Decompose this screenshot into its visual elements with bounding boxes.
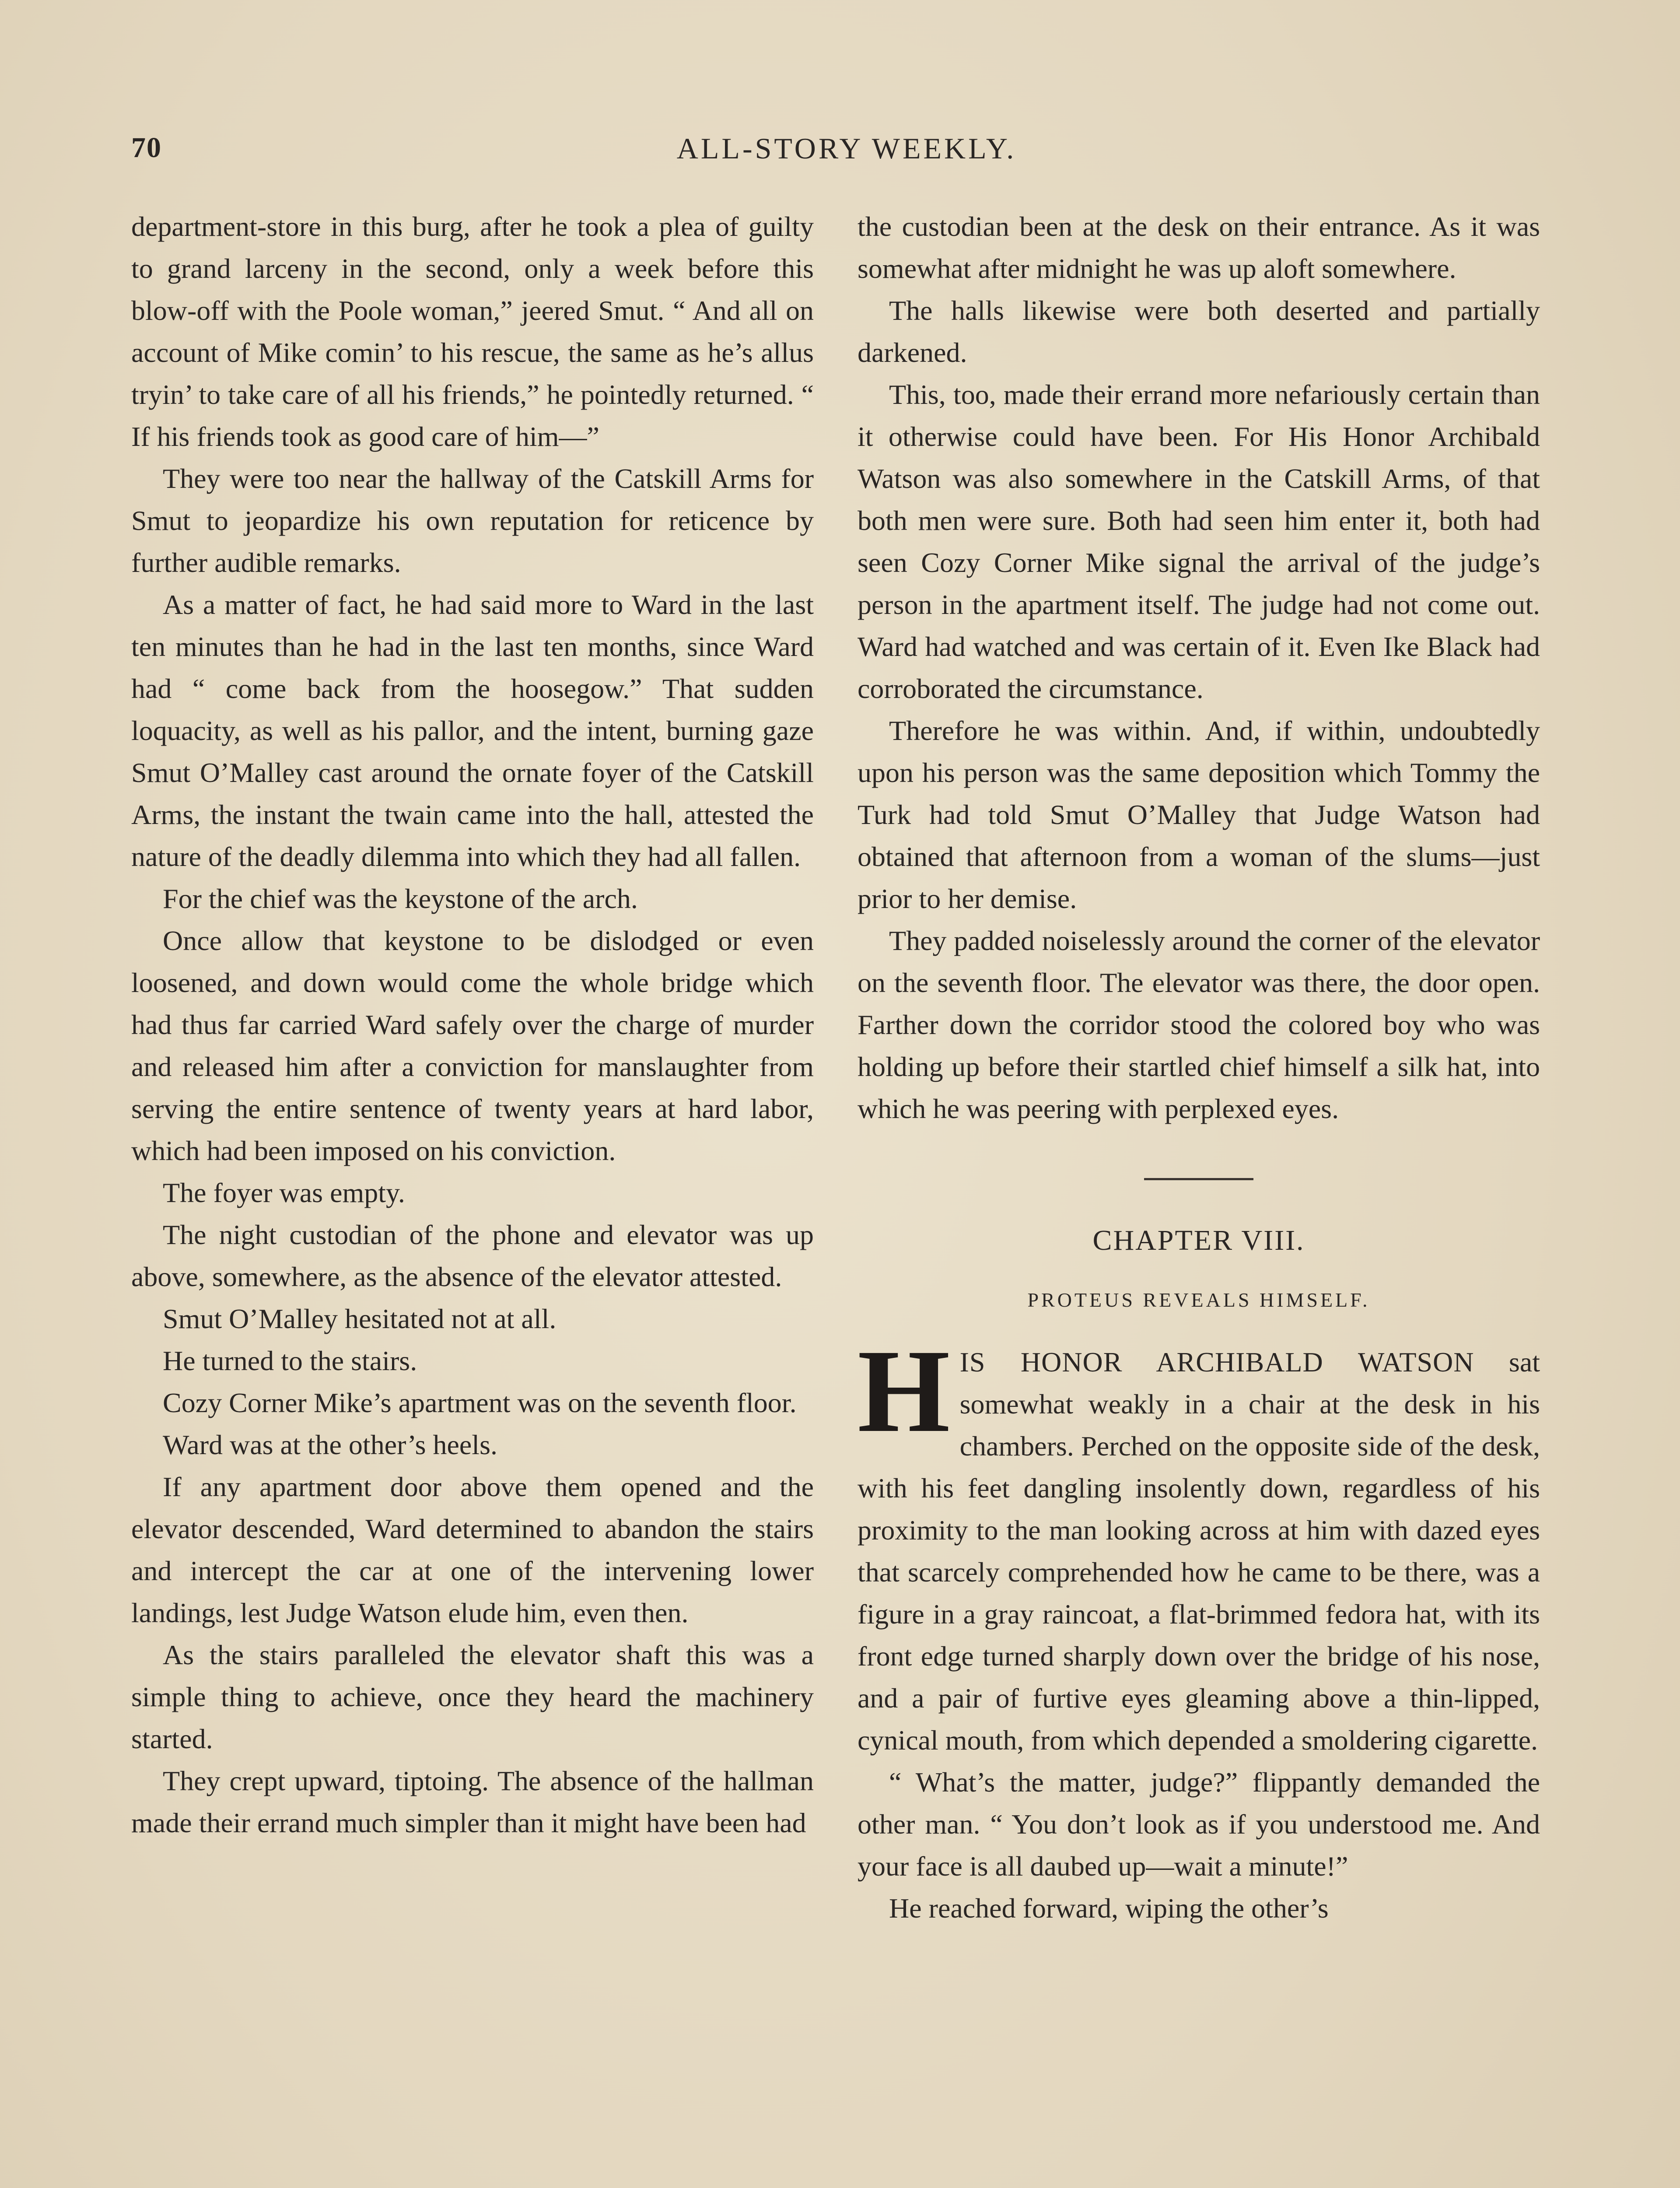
paragraph: As a matter of fact, he had said more to Ward in the last ten minutes than he had in the last ten months, since Ward had “ come back from the hoosegow.” That sudden loquacity, as well as his pallor, and the intent, burning gaze Smut O’Malley cast around the ornate foyer of the Catskill Arms, the instant the twain came into the hall, attested the nature of the deadly dilemma into which they had all fallen. [131,589,814,872]
paragraph: Therefore he was within. And, if within, undoubtedly upon his person was the same deposition which Tommy the Turk had told Smut O’Malley that Judge Watson had obtained that afternoon from a woman of the slums—just prior to her demise. [858,715,1540,914]
paragraph: For the chief was the keystone of the arch. [163,883,638,914]
running-title: ALL-STORY WEEKLY. [676,132,1017,165]
opening-text: sat somewhat weakly in a chair at the desk in his chambers. Perched on the opposite side of the desk, with his feet dangling insolently down, regardless of his proximity to the man looking across at him with dazed eyes that scarcely comprehended how he came to be there, was a figure in a gray raincoat, a flat-brimmed fedora hat, with its front edge turned sharply down over the bridge of his nose, and a pair of furtive eyes gleaming above a thin-lipped, cynical mouth, from which depended a smoldering cigarette. [858,1346,1540,1756]
chapter-subtitle: PROTEUS REVEALS HIMSELF. [1027,1289,1370,1311]
paragraph: He reached forward, wiping the other’s [889,1893,1329,1924]
drop-cap: H [858,1325,950,1457]
right-column [858,206,1540,1929]
paragraph: This, too, made their errand more nefariously certain than it otherwise could have been. For His Honor Archibald Watson was also somewhere in the Catskill Arms, of that both men were sure. Both had seen him enter it, both had seen Cozy Corner Mike signal the arrival of the judge’s person in the apartment itself. The judge had not come out. Ward had watched and was certain of it. Even Ike Black had corroborated the circumstance. [858,379,1540,704]
page-header [131,131,1562,179]
paragraph: the custodian been at the desk on their entrance. As it was somewhat after midnight he was up aloft somewhere. [858,211,1540,284]
paragraph: They padded noiselessly around the corner of the elevator on the seventh floor. The elevator was there, the door open. Farther down the corridor stood the colored boy who was holding up before their startled chief himself a silk hat, into which he was peering with perplexed eyes. [858,925,1540,1124]
paragraph: Once allow that keystone to be dislodged or even loosened, and down would come the whole bridge which had thus far carried Ward safely over the charge of murder and released him after a conviction for manslaughter from serving the entire sentence of twenty years at hard labor, which had been imposed on his conviction. [131,925,814,1166]
paragraph: “ What’s the matter, judge?” flippantly demanded the other man. “ You don’t look as if you understood me. And your face is all daubed up—wait a minute!” [858,1767,1540,1882]
paragraph: The foyer was empty. [163,1177,405,1208]
paragraph: department-store in this burg, after he took a plea of guilty to grand larceny in the second, only a week before this blow-off with the Poole woman,” jeered Smut. “ And all on account of Mike comin’ to his rescue, the same as he’s allus tryin’ to take care of all his friends,” he pointedly returned. “ If his friends took as good care of him—” [131,211,814,452]
paragraph: They crept upward, tiptoing. The absence of the hallman made their errand much simpler than it might have been had [131,1765,814,1838]
paragraph: The night custodian of the phone and elevator was up above, somewhere, as the absence of the elevator attested. [131,1219,814,1292]
paragraph: Cozy Corner Mike’s apartment was on the seventh floor. [163,1387,797,1418]
paragraph: If any apartment door above them opened and the elevator descended, Ward determined to abandon the stairs and intercept the car at one of the intervening lower landings, lest Judge Watson elude him, even then. [131,1471,814,1628]
chapter-title: CHAPTER VIII. [1092,1224,1305,1256]
chapter-opening-paragraph [858,1325,1540,1761]
paragraph: He turned to the stairs. [163,1345,417,1376]
paragraph: Smut O’Malley hesitated not at all. [163,1303,556,1334]
page-number: 70 [131,132,162,164]
section-divider [1144,1178,1253,1180]
paragraph: The halls likewise were both deserted and partially darkened. [858,295,1540,368]
paragraph: As the stairs paralleled the elevator shaft this was a simple thing to achieve, once they heard the machinery started. [131,1639,814,1754]
paragraph: They were too near the hallway of the Catskill Arms for Smut to jeopardize his own reputation for reticence by further audible remarks. [131,463,814,578]
left-column [131,206,814,1844]
paragraph: Ward was at the other’s heels. [163,1429,497,1460]
lead-caps: IS HONOR ARCHIBALD WATSON [959,1346,1474,1378]
